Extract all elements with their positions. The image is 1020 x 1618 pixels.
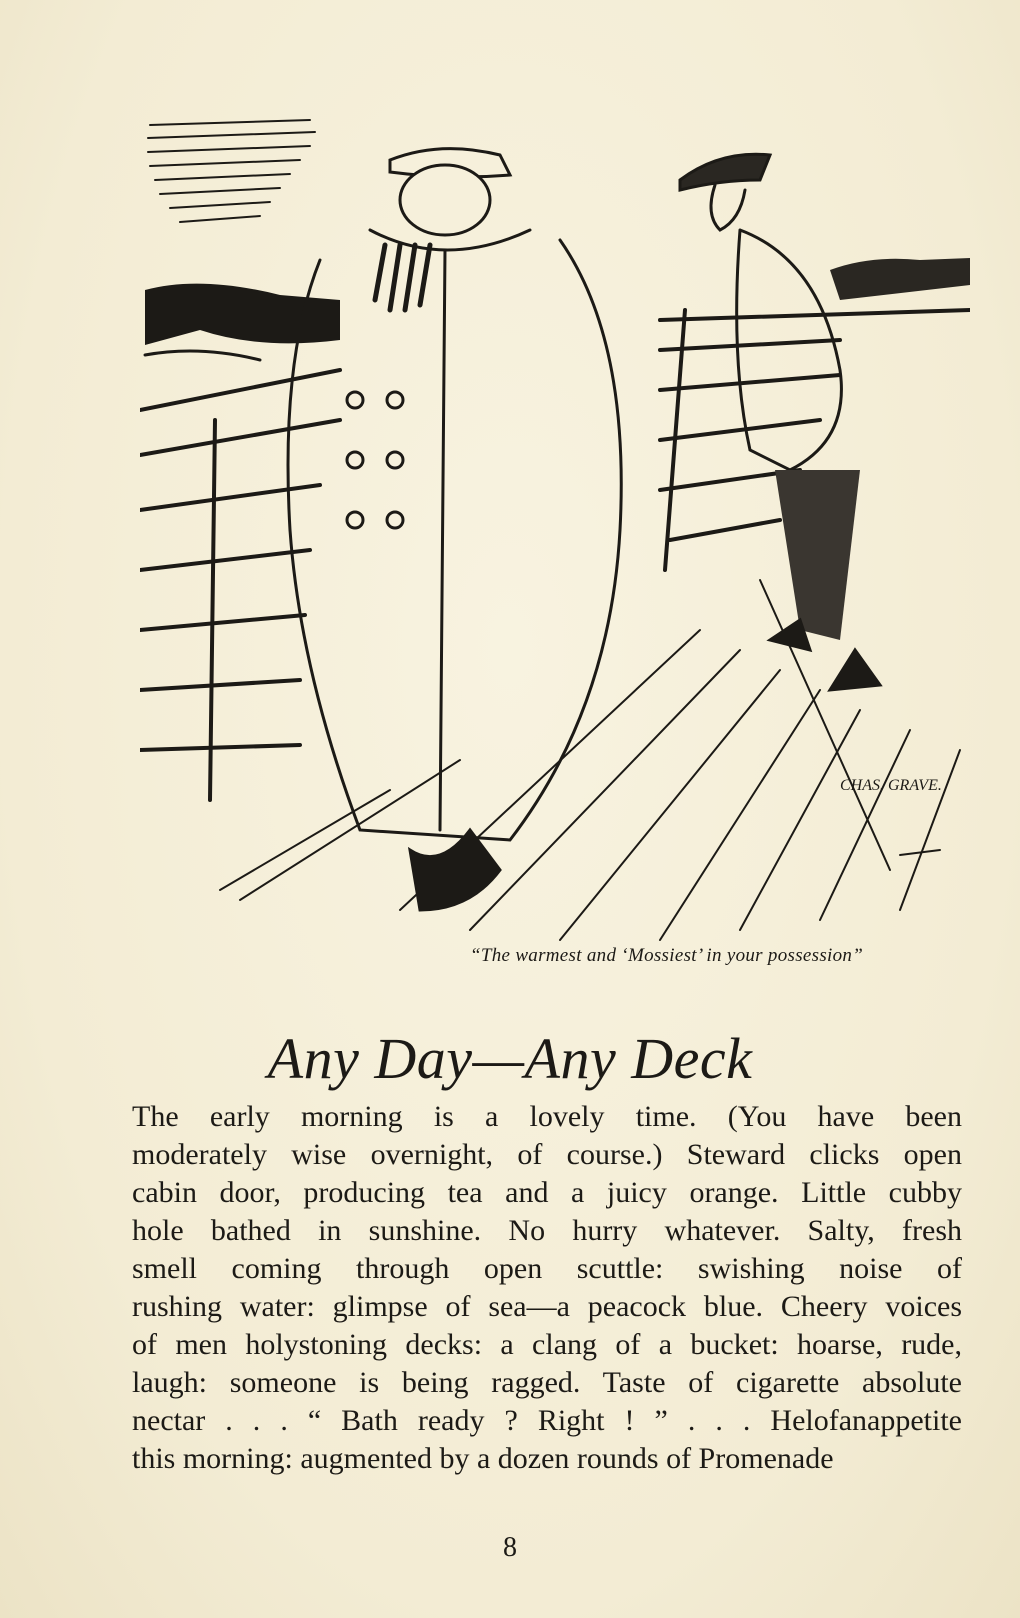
text-line: The early morning is a lovely time. (You have been [132,1100,962,1133]
text-line: cabin door, producing tea and a juicy orange. Little cubby [132,1176,962,1209]
text-line: this morning: augmented by a dozen rounds of Promenade [132,1442,834,1475]
text-line: rushing water: glimpse of sea—a peacock blue. Cheery voices [132,1290,962,1323]
text-line: laugh: someone is being ragged. Taste of cigarette absolute [132,1366,962,1399]
text-line: smell coming through open scuttle: swishing noise of [132,1252,962,1285]
chapter-heading: Any Day—Any Deck [267,1026,753,1091]
cartoon-illustration [140,110,970,950]
text-line: hole bathed in sunshine. No hurry whatever. Salty, fresh [132,1214,962,1247]
artist-signature: CHAS. GRAVE. [840,777,942,794]
page-number: 8 [503,1532,517,1563]
text-line: moderately wise overnight, of course.) Steward clicks open [132,1138,962,1171]
text-line: nectar . . . “ Bath ready ? Right ! ” . . . Helofanappetite [132,1404,962,1437]
body-paragraph [132,1098,962,1478]
illustration-caption: “The warmest and ‘Mossiest’ in your possession” [470,945,864,966]
text-line: of men holystoning decks: a clang of a bucket: hoarse, rude, [132,1328,962,1361]
